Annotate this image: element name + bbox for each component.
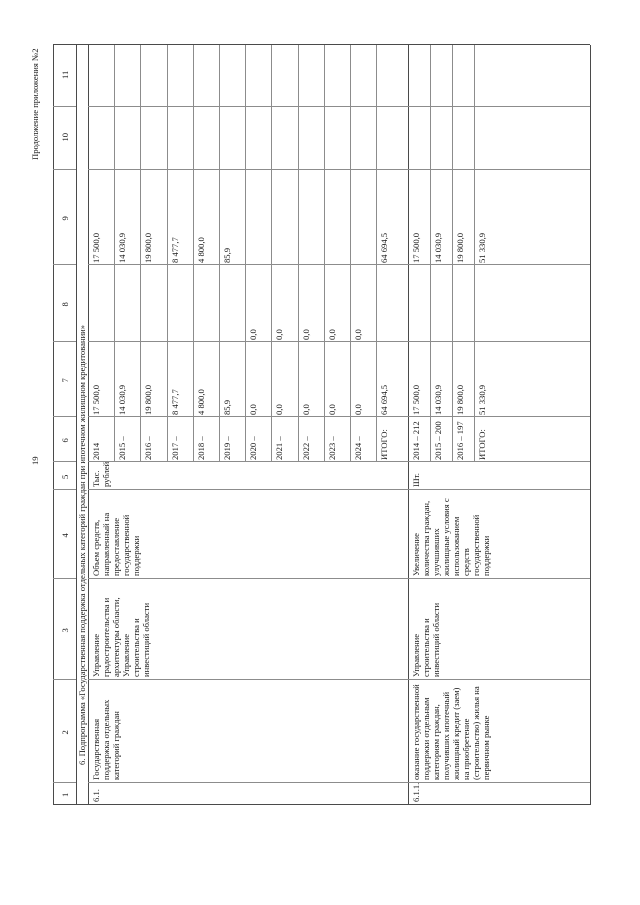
column-divider: [88, 106, 590, 107]
row-indicator: Увеличение количества граждан, улучшивших жилищные условия с использованием средств государственной поддержки: [411, 498, 491, 576]
year-row-divider: [350, 45, 351, 462]
table-bottom-border: [590, 45, 591, 805]
year-label: 2018 –: [195, 436, 206, 460]
year-label: 2020 –: [248, 436, 259, 460]
column-number-6: 6: [60, 438, 70, 443]
value-col7: 0,0: [248, 404, 259, 415]
column-number-10: 10: [60, 132, 70, 142]
column-divider: [88, 169, 590, 170]
year-row-divider: [376, 45, 377, 462]
column-number-11: 11: [60, 70, 70, 79]
page-number: 19: [30, 456, 40, 465]
value-col7: 85,9: [222, 399, 232, 415]
continuation-label: Продолжение приложения №2: [30, 48, 40, 160]
year-label: ИТОГО:: [379, 429, 390, 460]
row-name: Государственная поддержка отдельных категорий граждан: [91, 699, 121, 780]
year-row-divider: [245, 45, 246, 462]
year-label: 2021 –: [274, 436, 285, 460]
table-right-border: [53, 44, 590, 45]
year-label: 2014 – 212: [411, 421, 421, 460]
column-number-2: 2: [60, 730, 70, 735]
column-divider-header: [53, 578, 76, 579]
column-number-5: 5: [60, 474, 70, 479]
value-col7: 0,0: [326, 404, 337, 415]
value-col7: 4 800,0: [195, 389, 206, 415]
year-label: 2023 –: [326, 436, 337, 460]
value-col7: 17 500,0: [411, 384, 421, 415]
row-code: 6.1.: [91, 789, 101, 802]
row-executor: Управление строительства и инвестиций области: [411, 602, 441, 677]
value-col7: 14 030,9: [117, 384, 128, 415]
table-left-border: [53, 804, 590, 805]
year-row-divider: [474, 45, 475, 462]
subprogram-title: 6. Подпрограмма «Государственная поддержка отдельных категорий граждан при ипотечном жилищном кредитовании»: [77, 324, 87, 765]
column-number-4: 4: [60, 533, 70, 538]
value-col7: 14 030,9: [433, 384, 443, 415]
value-col8: 0,0: [274, 329, 285, 340]
column-divider-header: [53, 264, 76, 265]
year-row-divider: [430, 45, 431, 462]
row-indicator: Объем средств, направленный на предоставление государственной поддержки: [91, 512, 141, 576]
year-row-divider: [167, 45, 168, 462]
value-col8: 0,0: [248, 329, 259, 340]
value-col7: 51 330,9: [477, 384, 487, 415]
year-row-divider: [140, 45, 141, 462]
column-divider-header: [53, 461, 76, 462]
row-code: 6.1.1.: [411, 782, 421, 802]
year-row-divider: [219, 45, 220, 462]
column-number-9: 9: [60, 216, 70, 221]
value-col9: 64 694,5: [379, 232, 390, 263]
row-executor: Управление градостроительства и архитектуры области, Управление строительства и инвестиций области: [91, 597, 151, 677]
year-label: 2015 – 200: [433, 421, 443, 460]
year-label: 2024 –: [353, 436, 363, 460]
value-col9: 14 030,9: [433, 232, 443, 263]
year-label: 2014: [91, 442, 101, 460]
value-col7: 64 694,5: [379, 384, 390, 415]
year-label: 2017 –: [169, 436, 180, 460]
value-col7: 19 800,0: [455, 384, 465, 415]
column-divider-header: [53, 679, 76, 680]
value-col9: 4 800,0: [195, 237, 206, 263]
column-divider: [88, 782, 590, 783]
value-col7: 19 800,0: [143, 384, 154, 415]
value-col9: 51 330,9: [477, 232, 487, 263]
year-row-divider: [298, 45, 299, 462]
year-label: 2019 –: [222, 436, 232, 460]
value-col8: 0,0: [353, 329, 363, 340]
column-divider: [88, 341, 590, 342]
row-name: оказание государственной поддержки отдельным категориям граждан, получивших ипотечный жилищный кредит (заем) на приобретение (строительство) жилья на первичном рынке: [411, 684, 491, 780]
value-col9: 8 477,7: [169, 237, 180, 263]
value-col7: 17 500,0: [91, 384, 101, 415]
value-col7: 0,0: [353, 404, 363, 415]
value-col9: 17 500,0: [411, 232, 421, 263]
table-top-border: [53, 45, 54, 805]
year-label: 2016 –: [143, 436, 154, 460]
value-col9: 14 030,9: [117, 232, 128, 263]
column-number-7: 7: [60, 378, 70, 383]
column-divider-header: [53, 782, 76, 783]
section-divider: [408, 45, 409, 805]
title-row-bottom: [88, 45, 89, 805]
column-divider: [88, 264, 590, 265]
column-divider: [88, 416, 590, 417]
value-col9: 19 800,0: [455, 232, 465, 263]
column-divider: [88, 489, 590, 490]
year-label: 2015 –: [117, 436, 128, 460]
year-label: 2016 – 197: [455, 421, 465, 460]
value-col9: 85,9: [222, 247, 232, 263]
year-row-divider: [271, 45, 272, 462]
year-row-divider: [114, 45, 115, 462]
value-col7: 0,0: [300, 404, 311, 415]
column-divider: [88, 679, 590, 680]
value-col8: 0,0: [326, 329, 337, 340]
value-col7: 0,0: [274, 404, 285, 415]
value-col9: 19 800,0: [143, 232, 154, 263]
column-divider-header: [53, 416, 76, 417]
value-col8: 0,0: [300, 329, 311, 340]
row-unit: Шт.: [411, 473, 421, 487]
column-divider-header: [53, 106, 76, 107]
year-row-divider: [324, 45, 325, 462]
column-number-1: 1: [60, 792, 70, 797]
column-divider-header: [53, 341, 76, 342]
year-label: ИТОГО:: [477, 429, 487, 460]
year-row-divider: [193, 45, 194, 462]
value-col9: 17 500,0: [91, 232, 101, 263]
column-number-8: 8: [60, 302, 70, 307]
column-divider: [88, 578, 590, 579]
year-label: 2022 –: [300, 436, 311, 460]
column-divider-header: [53, 169, 76, 170]
row-unit: Тыс. рублей: [91, 461, 111, 487]
year-row-divider: [452, 45, 453, 462]
column-number-3: 3: [60, 628, 70, 633]
column-divider: [88, 461, 590, 462]
column-divider-header: [53, 489, 76, 490]
value-col7: 8 477,7: [169, 389, 180, 415]
